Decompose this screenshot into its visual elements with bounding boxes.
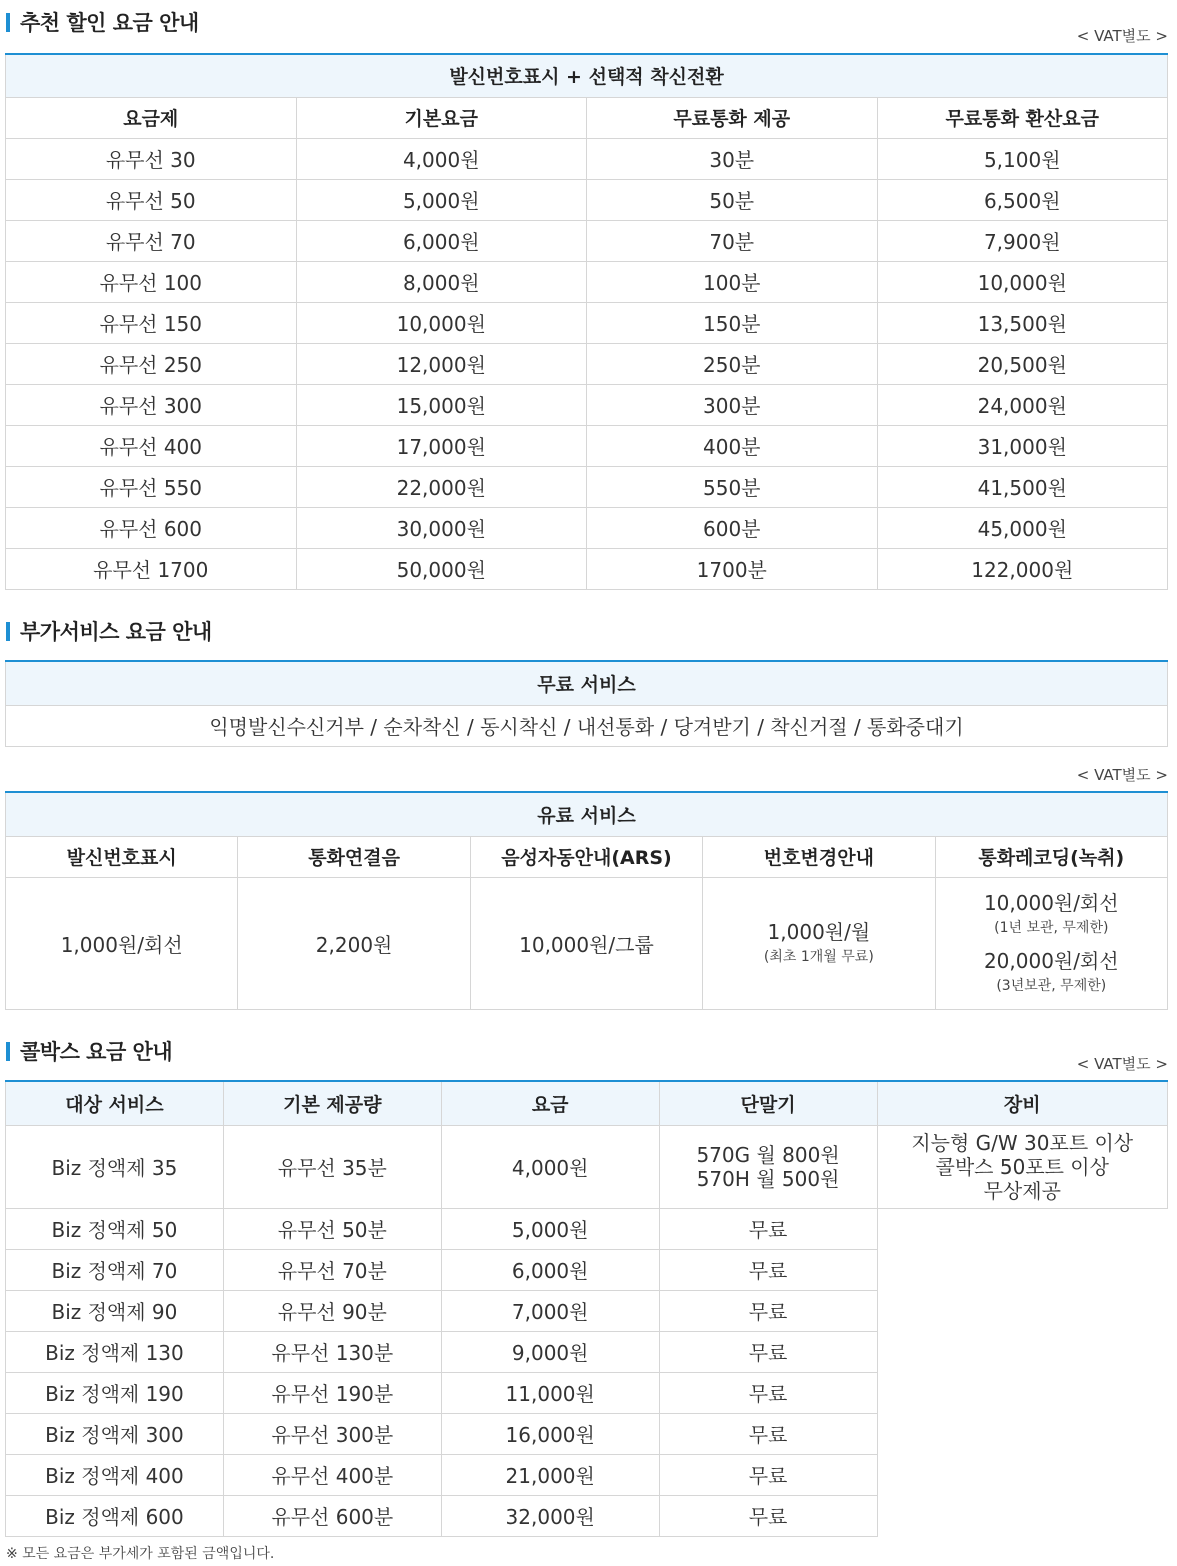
- table-cell: 5,100원: [877, 138, 1168, 179]
- title-bar-marker: [6, 622, 10, 641]
- free-service-list: 익명발신수신거부 / 순차착신 / 동시착신 / 내선통화 / 당겨받기 / 착신거절 / 통화중대기: [6, 705, 1168, 746]
- service-cell: Biz 정액제 35: [6, 1125, 224, 1208]
- table-cell: 41,500원: [877, 466, 1168, 507]
- table-cell: 무료: [659, 1208, 877, 1249]
- table-cell: 12,000원: [296, 343, 587, 384]
- table-cell: Biz 정액제 400: [6, 1454, 224, 1495]
- table-cell: 30분: [587, 138, 878, 179]
- table-row: [6, 1331, 1168, 1372]
- table-cell: 10,000원: [877, 261, 1168, 302]
- table-row: [6, 466, 1168, 507]
- column-header: 기본 제공량: [223, 1081, 441, 1125]
- table-row: [6, 1208, 1168, 1249]
- table-cell: 무료: [659, 1495, 877, 1536]
- amount-cell: 유무선 35분: [223, 1125, 441, 1208]
- section-title-text: 부가서비스 요금 안내: [20, 620, 212, 644]
- table-cell: 무료: [659, 1331, 877, 1372]
- callbox-plan-table: [5, 1080, 1168, 1537]
- free-service-table: [5, 660, 1168, 747]
- table-cell: 무료: [659, 1413, 877, 1454]
- number-change-cell: [703, 877, 935, 1009]
- column-header: 음성자동안내(ARS): [470, 836, 702, 877]
- table-cell: 4,000원: [296, 138, 587, 179]
- column-header: 무료통화 환산요금: [877, 97, 1168, 138]
- recording-price-1: 10,000원/회선: [983, 891, 1119, 915]
- table-cell: 11,000원: [441, 1372, 659, 1413]
- table-cell: 유무선 400: [6, 425, 297, 466]
- table-cell: 무료: [659, 1249, 877, 1290]
- table-cell: 유무선 400분: [223, 1454, 441, 1495]
- table-cell: 유무선 250: [6, 343, 297, 384]
- table-cell: 250분: [587, 343, 878, 384]
- table-row: [6, 1372, 1168, 1413]
- table-cell: Biz 정액제 50: [6, 1208, 224, 1249]
- recording-price-2: 20,000원/회선: [983, 949, 1119, 973]
- section-title-text: 추천 할인 요금 안내: [20, 11, 199, 35]
- table-band-title: 유료 서비스: [6, 792, 1168, 836]
- footnote: ※ 모든 요금은 부가세가 포함된 금액입니다.: [6, 1546, 275, 1562]
- equipment-line-3: 무상제공: [983, 1178, 1061, 1203]
- column-header: 통화레코딩(녹취): [935, 836, 1167, 877]
- table-cell: 무료: [659, 1454, 877, 1495]
- table-cell: 70분: [587, 220, 878, 261]
- table-cell: 10,000원: [296, 302, 587, 343]
- table-cell: 유무선 600: [6, 507, 297, 548]
- vat-note: < VAT별도 >: [1076, 766, 1168, 784]
- table-row: [6, 302, 1168, 343]
- caller-id-price: 1,000원/회선: [6, 877, 238, 1009]
- table-row: [6, 261, 1168, 302]
- table-cell: 6,000원: [296, 220, 587, 261]
- paid-service-table: [5, 791, 1168, 1010]
- table-cell: 7,900원: [877, 220, 1168, 261]
- recording-note-2: (3년보관, 무제한): [996, 978, 1107, 994]
- table-cell: 유무선 90분: [223, 1290, 441, 1331]
- device-line-1: 570G 월 800원: [696, 1142, 840, 1167]
- recommended-plan-table: [5, 53, 1168, 590]
- table-row: [6, 507, 1168, 548]
- device-line-2: 570H 월 500원: [696, 1166, 840, 1191]
- table-cell: Biz 정액제 90: [6, 1290, 224, 1331]
- column-header: 무료통화 제공: [587, 97, 878, 138]
- table-cell: Biz 정액제 130: [6, 1331, 224, 1372]
- table-cell: 유무선 130분: [223, 1331, 441, 1372]
- column-header: 요금: [441, 1081, 659, 1125]
- section-title-callbox: [6, 1036, 172, 1066]
- table-row: [6, 425, 1168, 466]
- recording-note-1: (1년 보관, 무제한): [994, 920, 1109, 936]
- table-cell: 550분: [587, 466, 878, 507]
- column-header: 요금제: [6, 97, 297, 138]
- table-row: [6, 548, 1168, 589]
- table-cell: 유무선 1700: [6, 548, 297, 589]
- section-title-text: 콜박스 요금 안내: [20, 1040, 173, 1064]
- table-cell: 13,500원: [877, 302, 1168, 343]
- table-row: [6, 220, 1168, 261]
- table-cell: 유무선 70: [6, 220, 297, 261]
- column-header: 대상 서비스: [6, 1081, 224, 1125]
- vat-note: < VAT별도 >: [1076, 1055, 1168, 1073]
- title-bar-marker: [6, 13, 10, 32]
- table-row: [6, 1290, 1168, 1331]
- table-cell: 6,000원: [441, 1249, 659, 1290]
- column-header: 기본요금: [296, 97, 587, 138]
- table-row: [6, 138, 1168, 179]
- section-title-recommended: [6, 7, 199, 37]
- table-cell: Biz 정액제 70: [6, 1249, 224, 1290]
- table-cell: 유무선 50: [6, 179, 297, 220]
- table-cell: 유무선 300분: [223, 1413, 441, 1454]
- table-cell: 5,000원: [441, 1208, 659, 1249]
- table-cell: 32,000원: [441, 1495, 659, 1536]
- table-cell: Biz 정액제 300: [6, 1413, 224, 1454]
- number-change-price: 1,000원/월: [767, 920, 871, 944]
- table-cell: 유무선 300: [6, 384, 297, 425]
- column-header: 장비: [877, 1081, 1168, 1125]
- table-band-title: 무료 서비스: [6, 661, 1168, 705]
- table-cell: 9,000원: [441, 1331, 659, 1372]
- table-cell: 유무선 100: [6, 261, 297, 302]
- column-header: 번호변경안내: [703, 836, 935, 877]
- table-cell: 8,000원: [296, 261, 587, 302]
- table-cell: 유무선 50분: [223, 1208, 441, 1249]
- table-row: [6, 1413, 1168, 1454]
- section-title-addon: [6, 616, 212, 646]
- title-bar-marker: [6, 1042, 10, 1061]
- table-cell: 유무선 70분: [223, 1249, 441, 1290]
- number-change-note: (최초 1개월 무료): [763, 949, 874, 965]
- table-row: [6, 384, 1168, 425]
- table-cell: 무료: [659, 1372, 877, 1413]
- table-cell: 17,000원: [296, 425, 587, 466]
- table-cell: 600분: [587, 507, 878, 548]
- table-cell: 300분: [587, 384, 878, 425]
- table-row: [6, 179, 1168, 220]
- table-cell: 150분: [587, 302, 878, 343]
- equipment-line-2: 콜박스 50포트 이상: [935, 1154, 1109, 1179]
- table-cell: 5,000원: [296, 179, 587, 220]
- table-cell: 유무선 190분: [223, 1372, 441, 1413]
- table-cell: 15,000원: [296, 384, 587, 425]
- table-row: [6, 1249, 1168, 1290]
- table-cell: 유무선 600분: [223, 1495, 441, 1536]
- table-cell: 45,000원: [877, 507, 1168, 548]
- table-cell: 24,000원: [877, 384, 1168, 425]
- table-cell: 122,000원: [877, 548, 1168, 589]
- column-header: 단말기: [659, 1081, 877, 1125]
- table-cell: 50,000원: [296, 548, 587, 589]
- table-cell: 유무선 30: [6, 138, 297, 179]
- vat-note: < VAT별도 >: [1076, 27, 1168, 45]
- table-cell: 30,000원: [296, 507, 587, 548]
- table-cell: 31,000원: [877, 425, 1168, 466]
- table-cell: 유무선 150: [6, 302, 297, 343]
- table-cell: 1700분: [587, 548, 878, 589]
- table-row: [6, 1454, 1168, 1495]
- device-cell: [659, 1125, 877, 1208]
- column-header: 발신번호표시: [6, 836, 238, 877]
- column-header: 통화연결음: [238, 836, 470, 877]
- equipment-cell: [877, 1125, 1168, 1208]
- table-cell: 21,000원: [441, 1454, 659, 1495]
- table-cell: 50분: [587, 179, 878, 220]
- table-cell: 20,500원: [877, 343, 1168, 384]
- table-row: [6, 1495, 1168, 1536]
- table-cell: 6,500원: [877, 179, 1168, 220]
- table-cell: 22,000원: [296, 466, 587, 507]
- table-cell: 무료: [659, 1290, 877, 1331]
- table-cell: Biz 정액제 600: [6, 1495, 224, 1536]
- table-row: [6, 1125, 1168, 1208]
- table-band-title: 발신번호표시 + 선택적 착신전환: [6, 54, 1168, 97]
- table-cell: 400분: [587, 425, 878, 466]
- table-cell: 7,000원: [441, 1290, 659, 1331]
- table-row: [6, 343, 1168, 384]
- recording-cell: [935, 877, 1167, 1009]
- table-cell: 16,000원: [441, 1413, 659, 1454]
- ars-price: 10,000원/그룹: [470, 877, 702, 1009]
- table-cell: 유무선 550: [6, 466, 297, 507]
- equipment-line-1: 지능형 G/W 30포트 이상: [911, 1130, 1134, 1155]
- ringback-price: 2,200원: [238, 877, 470, 1009]
- table-cell: Biz 정액제 190: [6, 1372, 224, 1413]
- price-cell: 4,000원: [441, 1125, 659, 1208]
- table-cell: 100분: [587, 261, 878, 302]
